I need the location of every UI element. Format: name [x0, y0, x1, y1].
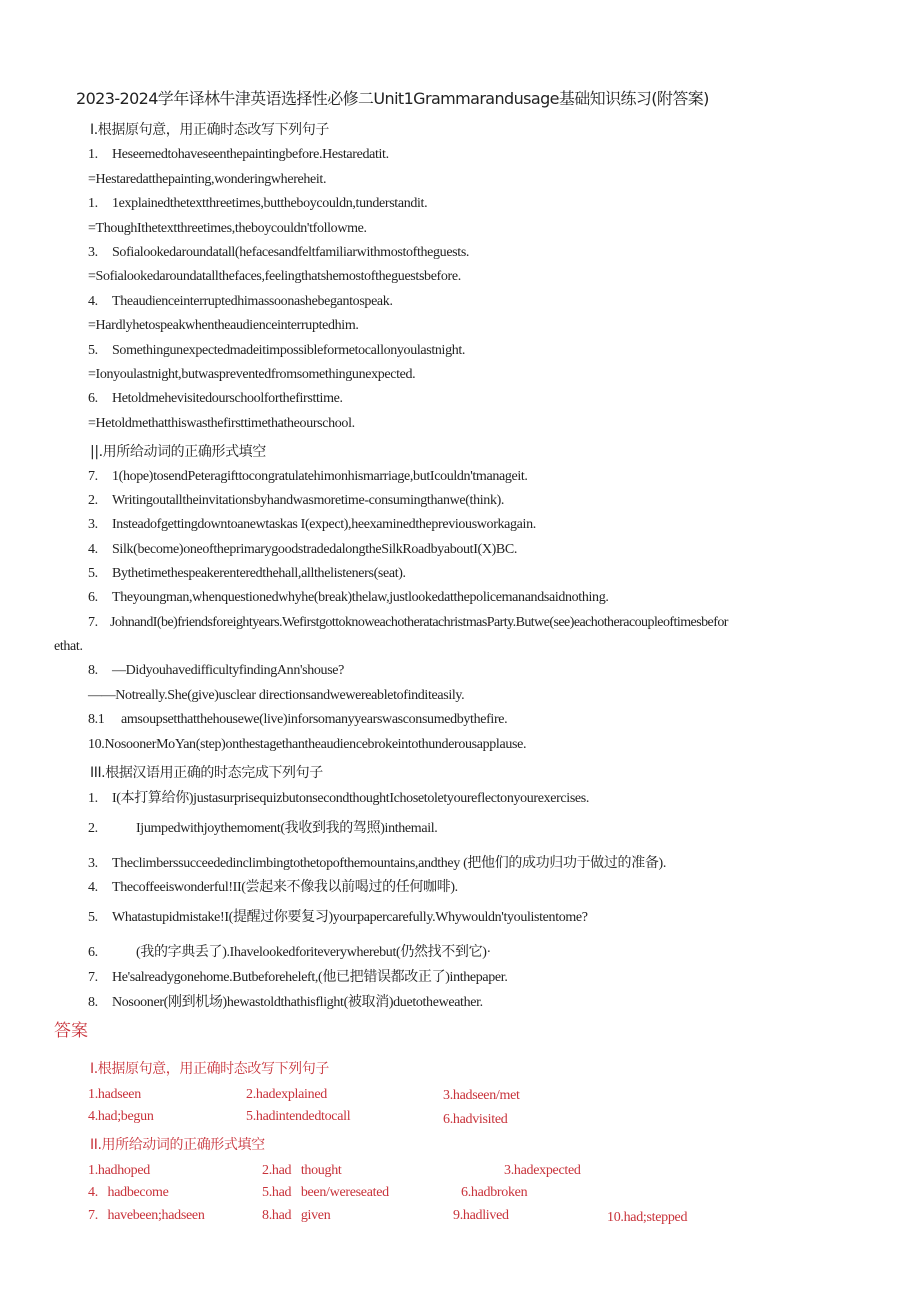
answer-item: 10.had;stepped [607, 1210, 688, 1225]
exercise-line: 5. [88, 910, 98, 925]
exercise-line: Insteadofgettingdowntoanewtaskas I(expect),heexaminedthepreviousworkagain. [112, 517, 536, 532]
exercise-line: JohnandI(be)friendsforeightyears.WefirstgottoknoweachotheratachristmasParty.Butwe(see)eachotheracoupleoftimesbefor [110, 615, 728, 630]
exercise-line: 5. [88, 566, 98, 581]
exercise-line: Thecoffeeiswonderful!II(尝起来不像我以前喝过的任何咖啡). [112, 880, 458, 895]
exercise-line: Somethingunexpectedmadeitimpossibleformetocallonyoulastnight. [112, 343, 466, 358]
exercise-line: 1. [88, 791, 98, 806]
answer-item: 6.hadvisited [443, 1112, 508, 1127]
answer-item: 8.had given [262, 1208, 331, 1223]
exercise-line: =ThoughIthetextthreetimes,theboycouldn'tfollowme. [88, 221, 367, 236]
exercise-line: Nosooner(刚到机场)hewastoldthathisflight(被取消)duetotheweather. [112, 995, 483, 1010]
exercise-line: 7. [88, 615, 98, 630]
exercise-line: 6. [88, 391, 98, 406]
exercise-line: 2. [88, 821, 98, 836]
exercise-line: 1. [88, 196, 98, 211]
answer-item: 5.had been/wereseated [262, 1185, 389, 1200]
exercise-line: (我的字典丢了).Ihavelookedforiteverywherebut(仍然找不到它)· [136, 945, 491, 960]
exercise-line: 3. [88, 245, 98, 260]
answer-item: 1.hadseen [88, 1087, 141, 1102]
exercise-line: Bythetimethespeakerenteredthehall,allthelisteners(seat). [112, 566, 406, 581]
answers-heading: 答案 [54, 1021, 88, 1041]
exercise-line: Whatastupidmistake!I(提醒过你要复习)yourpapercarefully.Whywouldn'tyoulistentome? [112, 910, 588, 925]
exercise-line: amsoupsetthatthehousewe(live)inforsomanyyearswasconsumedbythefire. [121, 712, 508, 727]
exercise-line: =Hetoldmethatthiswasthefirsttimethatheourschool. [88, 416, 355, 431]
exercise-line: =Ionyoulastnight,butwaspreventedfromsomethingunexpected. [88, 367, 416, 382]
exercise-line: 8.1 [88, 712, 105, 727]
section-2-heading: ||.用所给动词的正确形式填空 [90, 444, 266, 460]
answers-section-1-heading: I.根据原句意，用正确时态改写下列句子 [90, 1061, 329, 1077]
answer-item: 7. havebeen;hadseen [88, 1208, 205, 1223]
answer-item: 3.hadexpected [504, 1163, 581, 1178]
exercise-line: 8. [88, 663, 98, 678]
exercise-line: Theaudienceinterruptedhimassoonashebegantospeak. [112, 294, 393, 309]
exercise-line: 5. [88, 343, 98, 358]
exercise-line: 4. [88, 294, 98, 309]
section-1-heading: I.根据原句意，用正确时态改写下列句子 [90, 122, 329, 138]
exercise-line: 4. [88, 880, 98, 895]
section-3-heading: III.根据汉语用正确的时态完成下列句子 [90, 765, 323, 781]
exercise-line: 7. [88, 469, 98, 484]
page-title: 2023-2024学年译林牛津英语选择性必修二Unit1Grammarandusage基础知识练习(附答案) [76, 89, 709, 108]
exercise-line: 6. [88, 590, 98, 605]
exercise-line: ethat. [54, 639, 83, 654]
answer-item: 4.had;begun [88, 1109, 154, 1124]
exercise-line: =Hardlyhetospeakwhentheaudienceinterruptedhim. [88, 318, 359, 333]
exercise-line: He'salreadygonehome.Butbeforeheleft,(他已把错误都改正了)inthepaper. [112, 970, 508, 985]
exercise-line: =Sofialookedaroundatallthefaces,feelingthatshemostoftheguestsbefore. [88, 269, 461, 284]
answer-item: 3.hadseen/met [443, 1088, 520, 1103]
exercise-line: Silk(become)oneoftheprimarygoodstradedalongtheSilkRoadbyaboutI(X)BC. [112, 542, 518, 557]
exercise-line: =Hestaredatthepainting,wonderingwhereheit. [88, 172, 327, 187]
exercise-line: Theclimberssucceededinclimbingtothetopofthemountains,andthey (把他们的成功归功于做过的准备). [112, 856, 666, 871]
answer-item: 4. hadbecome [88, 1185, 169, 1200]
answer-item: 6.hadbroken [461, 1185, 528, 1200]
exercise-line: 2. [88, 493, 98, 508]
exercise-line: 1(hope)tosendPeteragifttocongratulatehimonhismarriage,butIcouldn'tmanageit. [112, 469, 528, 484]
exercise-line: 4. [88, 542, 98, 557]
answer-item: 5.hadintendedtocall [246, 1109, 351, 1124]
exercise-line: 7. [88, 970, 98, 985]
exercise-line: —DidyouhavedifficultyfindingAnn'shouse? [112, 663, 345, 678]
answers-section-2-heading: II.用所给动词的正确形式填空 [90, 1137, 265, 1153]
exercise-line: 3. [88, 856, 98, 871]
exercise-line: Sofialookedaroundatall(hefacesandfeltfamiliarwithmostoftheguests. [112, 245, 470, 260]
exercise-line: Hetoldmehevisitedourschoolforthefirsttime. [112, 391, 343, 406]
exercise-line: I(本打算给你)justasurprisequizbutonsecondthoughtIchosetoletyoureflectonyourexercises. [112, 791, 590, 806]
answer-item: 9.hadlived [453, 1208, 509, 1223]
exercise-line: Writingoutalltheinvitationsbyhandwasmoretime-consumingthanwe(think). [112, 493, 505, 508]
answer-item: 1.hadhoped [88, 1163, 150, 1178]
exercise-line: 6. [88, 945, 98, 960]
exercise-line: Heseemedtohaveseenthepaintingbefore.Hestaredatit. [112, 147, 389, 162]
exercise-line: 1. [88, 147, 98, 162]
exercise-line: Theyoungman,whenquestionedwhyhe(break)thelaw,justlookedatthepolicemanandsaidnothing. [112, 590, 609, 605]
exercise-line: 8. [88, 995, 98, 1010]
exercise-line: 10.NosoonerMoYan(step)onthestagethantheaudiencebrokeintothunderousapplause. [88, 737, 527, 752]
exercise-line: 1explainedthetextthreetimes,buttheboycouldn,tunderstandit. [112, 196, 428, 211]
exercise-line: 3. [88, 517, 98, 532]
answer-item: 2.had thought [262, 1163, 342, 1178]
exercise-line: Ijumpedwithjoythemoment(我收到我的驾照)inthemail. [136, 821, 438, 836]
exercise-line: ——Notreally.She(give)usclear directionsandwewereabletofinditeasily. [88, 688, 465, 703]
answer-item: 2.hadexplained [246, 1087, 327, 1102]
